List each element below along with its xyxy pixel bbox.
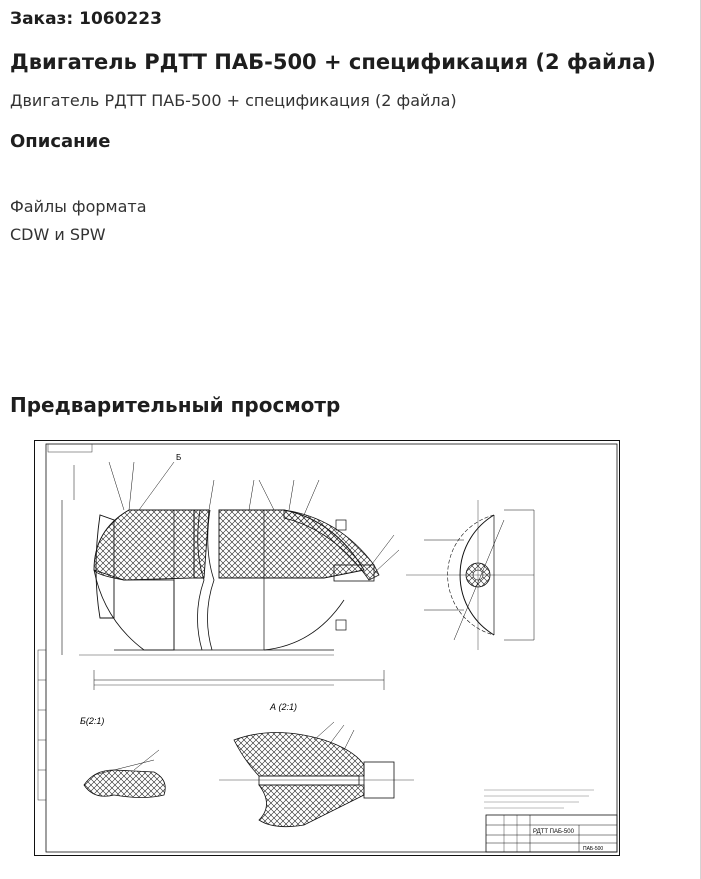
description-line-2: CDW и SPW	[10, 225, 106, 244]
detail-b-label: Б(2:1)	[80, 716, 105, 726]
callout-b: Б	[176, 453, 182, 462]
preview-heading: Предварительный просмотр	[10, 393, 341, 417]
title-block-stamp: ПАБ-500	[583, 846, 604, 852]
engineering-drawing	[34, 440, 620, 856]
description-heading: Описание	[10, 131, 111, 152]
title-block-name: РДТТ ПАБ-500	[533, 829, 574, 835]
product-subtitle: Двигатель РДТТ ПАБ-500 + спецификация (2 файла)	[10, 91, 457, 110]
product-title: Двигатель РДТТ ПАБ-500 + спецификация (2 файла)	[10, 50, 656, 74]
order-number: Заказ: 1060223	[10, 9, 162, 29]
description-line-1: Файлы формата	[10, 197, 147, 216]
preview-image[interactable]	[34, 440, 620, 856]
detail-a-label: А (2:1)	[270, 702, 298, 712]
